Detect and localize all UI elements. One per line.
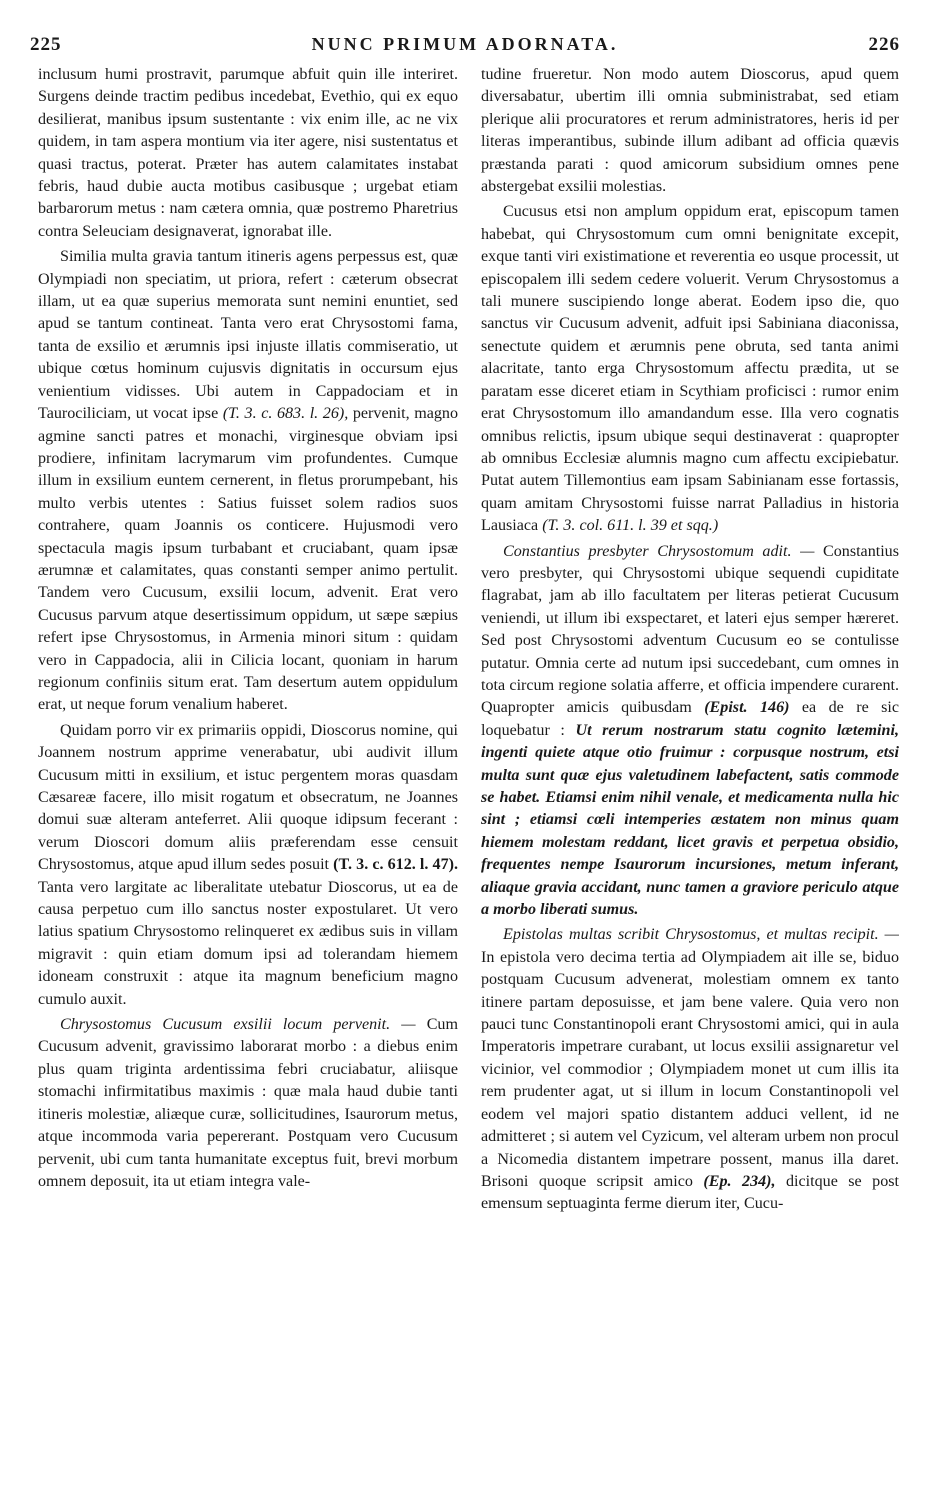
paragraph: tudine frueretur. Non modo autem Dioscorus, apud quem diversabatur, ubertim illi omnia subministrabat, sed etiam plerique alii procuratores et rerum administratores, heris id per literas imperantibus, subinde illum adibant ad officia quævis præstanda parati : quod amicorum subsidium omnes pene abstergebat exsilii molestias. [481, 66, 899, 196]
paragraph-text: Cucusus etsi non amplum oppidum erat, episcopum tamen habebat, qui Chrysostomum cum omni benignitate excepit, exque tanti viri existimatione et reverentia eo usque processit, ut episcopalem illi sedem cedere voluerit. Verum Chrysostomus a tali munere suscipiendo longe aberat. Eodem ipso die, quo sanctus vir Cucusum advenit, adfuit ipsi Sabiniana diaconissa, senectute quidem et ærumnis pene obruta, sed tanta animi alacritate, tanto erga Chrysostomum affectu prædita, ut se paratam esse diceret etiam in Scythiam proficisci : rumor enim erat Chrysostomum illo amandandum esse. Illa vero cognatis omnibus relictis, ipsum ubique sequi destinaverat : quapropter ab omnibus Ecclesiæ alumnis magno cum affectu excipiebatur. Putat autem Tillemontius eam ipsam Sabinianam esse fortassis, quam amitam Chrysostomi fuisse narrat Palladius in historia Lausiaca [481, 203, 899, 535]
citation: (Epist. 146) [704, 699, 790, 717]
section-heading: Epistolas multas scribit Chrysostomus, et multas recipit. — [503, 926, 899, 944]
paragraph-text: Constantius vero presbyter, qui Chrysostomi ubique sequendi cupiditate flagrabat, jam ab illo facultatem per literas petierat Cucusum veniendi, ut illum ibi exspectaret, et lateri ejus semper hæreret. Sed post Chrysostomi adventum Cucusum eo se contulisse putatur. Omnia certe ad nutum ipsi succedebant, cum omnes in tota circum regione solatia afferre, et officia impendere curarent. Quapropter amicis quibusdam [481, 542, 899, 717]
page-number-left: 225 [30, 34, 62, 55]
paragraph [481, 924, 899, 1215]
citation: (T. 3. c. 612. l. 47). [333, 856, 458, 874]
paragraph [481, 201, 899, 537]
section-heading: Constantius presbyter Chrysostomum adit. — [503, 542, 815, 560]
citation: (T. 3. c. 683. l. 26), [222, 405, 349, 423]
paragraph [38, 246, 458, 717]
left-column [38, 64, 458, 1196]
running-title: NUNC PRIMUM ADORNATA. [311, 34, 619, 54]
paragraph [38, 720, 458, 1011]
quotation: Ut rerum nostrarum statu cognito lætemini, ingenti quiete atque otio fruimur : corpusque nostrum, etsi multa sunt quæ ejus valetudinem labefactent, satis commode se habet. Etiamsi enim nihil venale, et medicamenta nulla hic sint ; etiamsi cœli intemperies æstatem non minus quam hiemem molestam reddant, licet gravis et perpetua obsidio, frequentes nempe Isaurorum incursiones, metum inferant, aliaque gravia accidant, nunc tamen a graviore periculo atque a morbo liberati sumus. [481, 721, 899, 919]
paragraph-text: Similia multa gravia tantum itineris agens perpessus est, quæ Olympiadi non speciatim, ut priora, refert : cæterum obsecrat illam, ut ea quæ superius memorata sunt nemini enuntiet, sed apud se tantum contineat. Tanta vero erat Chrysostomi fama, tanta de exsilio et ærumnis ipsi injuste illatis commiseratio, ut ubique cœtus hominum cujusvis dignitatis in occursum ejus venientium vidisses. Ubi autem in Cappadociam et in Taurociliciam, ut vocat ipse [38, 248, 458, 423]
page-header [30, 34, 900, 60]
paragraph [38, 1014, 458, 1193]
paragraph-text: Quidam porro vir ex primariis oppidi, Dioscorus nomine, qui Joannem nostrum apprime venerabatur, ubi audivit illum Cucusum mitti in exsilium, et istuc pergentem moras quasdam Cæsareæ facere, illo misit rogatum et obsecratum, ne Joannes domui suæ alteram anteferret. Alii quoque idipsum fecerant : verum Dioscori domum aliis præferendam esse censuit Chrysostomus, atque apud illum sedes posuit [38, 721, 458, 874]
paragraph-text: ea de re sic loquebatur : [481, 699, 899, 739]
paragraph: inclusum humi prostravit, parumque abfuit quin ille interiret. Surgens deinde tractim pedibus incedebat, Evethio, qui ex equo desilierat, manibus ipsum sustentante : vix enim ille, ac ne vix quidem, in tam aspera montium via iter agere, nisi sustentatus et quasi tractus, poterat. Præter has autem calamitates instabat febris, haud dubie aucta motibus casibusque ; urgebat etiam barbarorum metus : nam cætera omnia, quæ postremo Pharetrius contra Seleuciam designaverat, ignorabat ille. [38, 66, 458, 240]
paragraph-text: In epistola vero decima tertia ad Olympiadem ait ille se, biduo postquam Cucusum advenerat, molestiam omnem ex tanto itinere partam deposuisse, et jam bene valere. Quia vero non pauci tunc Constantinopoli erant Chrysostomi amici, qui in aula Imperatoris impetrare curabant, ut locus exsilii assignaretur vel vicinior, vel commodior ; Olympiadem monet ut cum illis ita rem prudenter agat, ut si illum in locum Constantinopoli vel eodem vel majori spatio distantem adduci vellent, id ne admitteret ; si autem vel Cyzicum, vel alteram urbem non procul a Nicomedia distantem impetrare possent, manus illa daret. Brisoni quoque scripsit amico [481, 948, 899, 1190]
page-number-right: 226 [868, 34, 900, 55]
paragraph-text: pervenit, magno agmine sancti patres et monachi, virginesque obviam ipsi prodiere, infinitam lacrymarum vim profundentes. Cumque illum in exsilium euntem cernerent, in fletus prorumpebant, his multo verbis utentes : Satius fuisset solem radios suos contrahere, quam Joannis os conticere. Hujusmodi vero spectacula magis ipsum turbabant et cruciabant, quam ipsæ ærumnæ et calamitates, quas constanti semper animo pertulit. Tandem vero Cucusum, exsilii locum, advenit. Erat vero Cucusus parvum atque desertissimum oppidum, ut sæpe sæpius refert ipse Chrysostomus, in Armenia minori situm : quidam vero in Cappadocia, alii in Cilicia locant, quoniam in harum regionum confiniis situm erat. Tam desertum autem oppidulum erat, ut neque forum venalium haberet. [38, 405, 458, 714]
paragraph-text: Tanta vero largitate ac liberalitate utebatur Dioscorus, ut ea de causa perpetuo cum illo sanctus noster expostularet. Ut vero latius spatium Chrysostomo relinqueret ex ædibus suis in villam migravit : quin etiam domum ipsi ad tolerandam hiemem idoneam construxit : atque ita magnum beneficium magno cumulo auxit. [38, 878, 458, 1008]
citation: (Ep. 234), [703, 1172, 776, 1190]
paragraph [481, 541, 899, 922]
section-heading: Chrysostomus Cucusum exsilii locum pervenit. — [60, 1016, 416, 1034]
paragraph-text: Cum Cucusum advenit, gravissimo laborarat morbo : a diebus enim plus quam triginta ardentissima febri cruciabatur, aliisque stomachi infirmitatibus maximis : quæ mala haud dubie tanti itineris molestiæ, aliæque curæ, sollicitudines, Isaurorum metus, atque incommoda varia pepererant. Postquam vero Cucusum pervenit, ubi cum tanta humanitate exceptus fuit, brevi morbum omnem deposuit, ita ut etiam integra vale- [38, 1016, 458, 1190]
right-column [481, 64, 899, 1219]
citation: (T. 3. col. 611. l. 39 et sqq.) [542, 517, 719, 535]
paragraph-text: dicitque se post emensum septuaginta ferme dierum iter, Cucu- [481, 1172, 899, 1213]
